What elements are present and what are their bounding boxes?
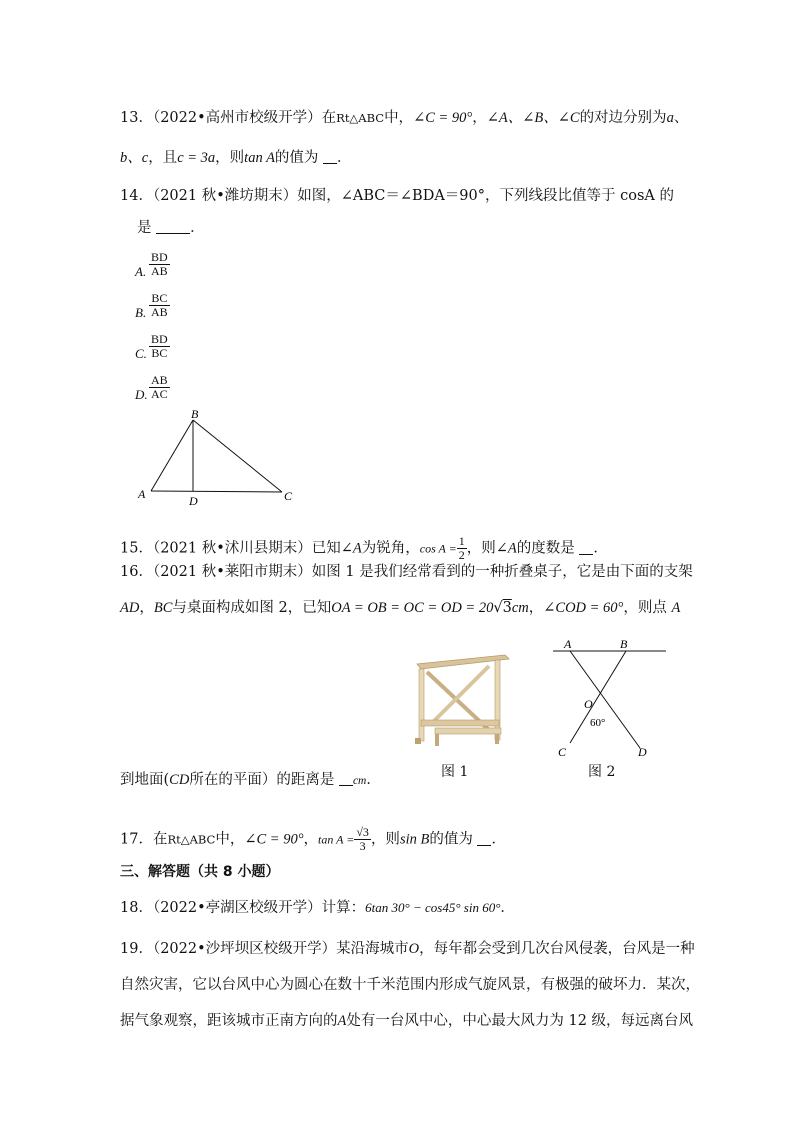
label-a: A — [564, 637, 572, 651]
option-c-fraction: $\frac{BD}{BC}$ — [151, 332, 168, 360]
answer-blank[interactable] — [339, 771, 353, 786]
q19-line1: 19．（2022•沙坪坝区校级开学）某沿海城市O，每年都会受到几次台风侵袭，台风是一种 — [120, 941, 695, 957]
option-d[interactable]: D. $\frac{AB}{AC}$ — [135, 373, 168, 402]
label-angle: 60° — [590, 717, 606, 729]
answer-blank[interactable] — [477, 831, 491, 846]
q16-line2: AD，BC与桌面构成如图 2，已知OA = OB = OC = OD = 20√3cm，∠COD = 60°，则点 A — [120, 600, 681, 616]
leg-bc — [570, 651, 626, 743]
q17-line: 17．在Rt△ABC中，∠C = 90°，tan A = $\frac{√3}{3}$ ，则sin B的值为 ． — [120, 825, 506, 853]
q13-triangle: Rt△ABC — [336, 111, 385, 125]
option-a[interactable]: A. $\frac{BD}{AB}$ — [135, 250, 168, 279]
option-a-fraction: $\frac{BD}{AB}$ — [151, 250, 168, 278]
q14-triangle-figure — [130, 408, 305, 508]
label-o: O — [584, 697, 593, 711]
q17-fraction: $\frac{√3}{3}$ — [356, 825, 369, 853]
option-b[interactable]: B. $\frac{BC}{AB}$ — [135, 291, 168, 320]
option-d-fraction: $\frac{AB}{AC}$ — [151, 373, 168, 401]
label-c: C — [284, 489, 293, 503]
section-heading: 三、解答题（共 8 小题） — [120, 864, 280, 880]
sqrt-symbol: √ — [493, 600, 503, 616]
q13-line1: 13．（2022•高州市校级开学）在Rt△ABC中，∠C = 90°，∠A、∠B、∠C的对边分别为a、 — [120, 110, 689, 126]
label-a: A — [138, 487, 146, 501]
segment-ac — [151, 491, 282, 492]
q16-line1: 16．（2021 秋•莱阳市期末）如图 1 是我们经常看到的一种折叠桌子，它是由下面的支架 — [120, 564, 693, 580]
label-b: B — [191, 408, 199, 421]
q15-line: 15．（2021 秋•沭川县期末）已知∠A为锐角，cos A = $\frac{1}{2}$ ，则∠A的度数是 ． — [120, 534, 608, 562]
folding-table-photo — [405, 652, 510, 754]
option-b-fraction: $\frac{BC}{AB}$ — [151, 291, 168, 319]
answer-blank[interactable] — [156, 219, 190, 234]
q16-line3: 到地面(CD所在的平面）的距离是 cm． — [120, 772, 381, 788]
q13-line2: b、c，且c = 3a，则tan A的值为 ． — [120, 150, 352, 166]
segment-ab — [151, 420, 193, 491]
q14-line1: 14．（2021 秋•潍坊期末）如图，∠ABC＝∠BDA＝90°，下列线段比值等于 cosA 的 — [120, 188, 674, 204]
answer-blank[interactable] — [579, 540, 593, 555]
leg-ad — [570, 651, 640, 748]
q18-line: 18．（2022•亭湖区校级开学）计算：6tan 30° − cos45° sin 60°． — [120, 900, 515, 916]
q15-fraction: $\frac{1}{2}$ — [458, 534, 465, 562]
segment-bc — [193, 420, 282, 492]
answer-blank[interactable] — [323, 149, 337, 164]
q19-line2: 自然灾害，它以台风中心为圆心在数十千米范围内形成气旋风景，有极强的破坏力．某次， — [120, 977, 700, 993]
label-b: B — [620, 637, 628, 651]
q13-angle-c: ∠C = 90° — [413, 110, 473, 126]
q19-line3: 据气象观察，距该城市正南方向的A处有一台风中心，中心最大风力为 12 级，每远离台风 — [120, 1013, 694, 1029]
q16-figure-2 — [548, 636, 673, 761]
option-c[interactable]: C. $\frac{BD}{BC}$ — [135, 332, 168, 361]
figure-1-caption: 图 1 — [441, 764, 469, 780]
figure-2-caption: 图 2 — [588, 764, 616, 780]
label-d: D — [638, 745, 647, 759]
label-d: D — [189, 494, 198, 508]
q14-line2: 是 ． — [137, 220, 205, 236]
label-c: C — [558, 745, 567, 759]
